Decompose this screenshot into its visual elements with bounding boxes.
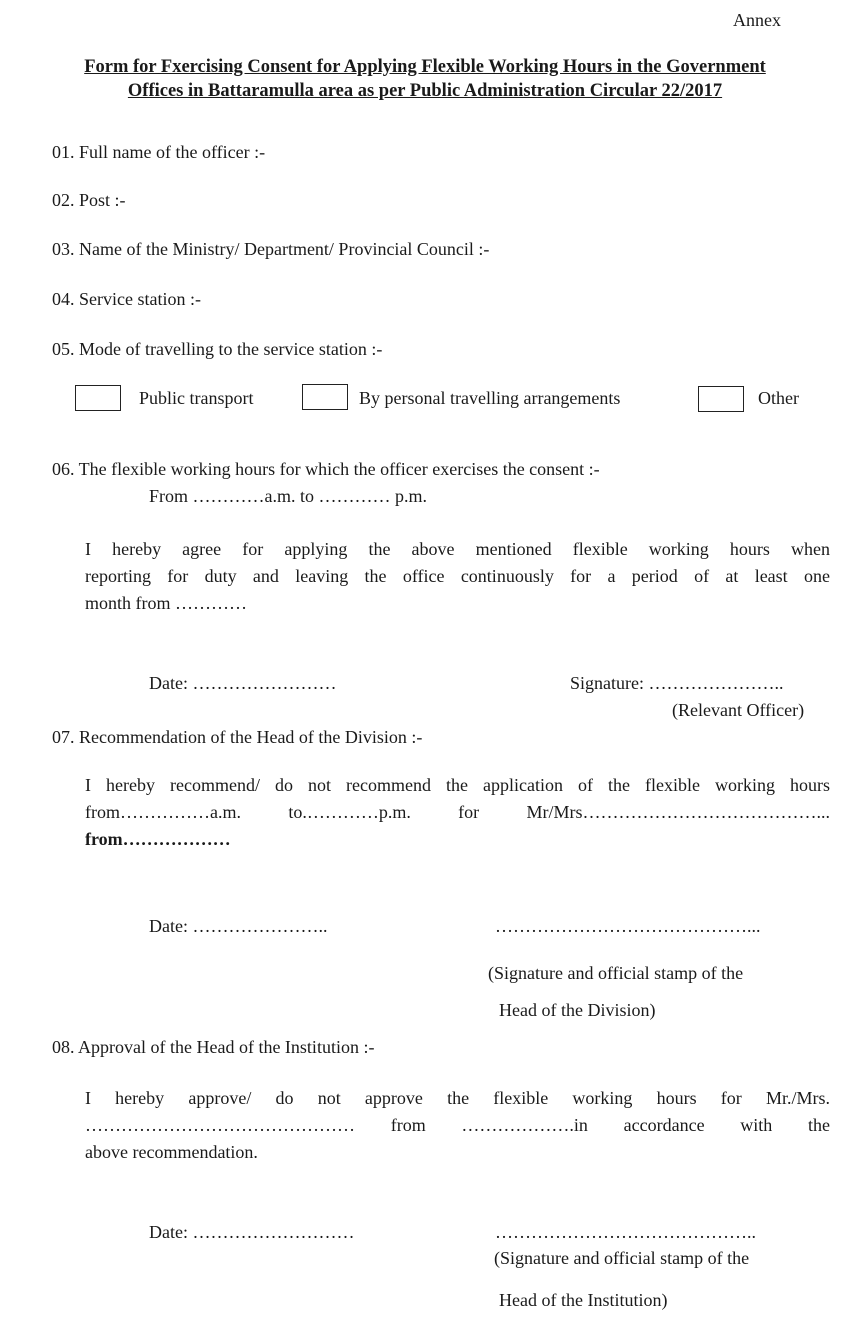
other-label: Other bbox=[758, 388, 799, 408]
approval-paragraph bbox=[85, 1085, 830, 1166]
approval-line-1: I hereby approve/ do not approve the flexible working hours for Mr./Mrs. bbox=[85, 1088, 830, 1108]
field-ministry: 03. Name of the Ministry/ Department/ Provincial Council :- bbox=[52, 239, 490, 259]
approval-line-2: ……………………………………… from ……………….in accordance with the bbox=[85, 1115, 830, 1135]
form-title-line1: Form for Fxercising Consent for Applying Flexible Working Hours in the Government bbox=[84, 57, 766, 77]
field-travel-mode: 05. Mode of travelling to the service station :- bbox=[52, 339, 383, 359]
institution-signature-dots: …………………………………….. bbox=[495, 1222, 756, 1242]
public-transport-checkbox[interactable] bbox=[75, 385, 121, 411]
recommendation-line-1: I hereby recommend/ do not recommend the application of the flexible working hours bbox=[85, 775, 830, 795]
division-signature-label-2: Head of the Division) bbox=[499, 1000, 656, 1020]
officer-signature: Signature: ………………….. bbox=[570, 673, 784, 693]
personal-arrangements-checkbox[interactable] bbox=[302, 384, 348, 410]
institution-date: Date: ……………………… bbox=[149, 1222, 355, 1242]
field-full-name: 01. Full name of the officer :- bbox=[52, 142, 266, 162]
division-signature-label-1: (Signature and official stamp of the bbox=[488, 963, 744, 983]
consent-line-2: reporting for duty and leaving the office continuously for a period of at least one bbox=[85, 566, 830, 586]
section-07-heading: 07. Recommendation of the Head of the Division :- bbox=[52, 727, 423, 747]
consent-paragraph bbox=[85, 536, 830, 617]
officer-signatory-label: (Relevant Officer) bbox=[672, 700, 805, 720]
recommendation-line-3: from……………… bbox=[85, 829, 231, 849]
personal-arrangements-label: By personal travelling arrangements bbox=[359, 388, 621, 408]
officer-date: Date: …………………… bbox=[149, 673, 337, 693]
working-hours-line: From …………a.m. to ………… p.m. bbox=[149, 486, 427, 506]
division-date: Date: ………………….. bbox=[149, 916, 328, 936]
form-title-line2: Offices in Battaramulla area as per Public Administration Circular 22/2017 bbox=[127, 81, 723, 101]
institution-signature-label-2: Head of the Institution) bbox=[499, 1290, 668, 1310]
other-checkbox[interactable] bbox=[698, 386, 744, 412]
division-signature-dots: ……………………………………... bbox=[495, 916, 761, 936]
recommendation-paragraph bbox=[85, 772, 830, 853]
approval-line-3: above recommendation. bbox=[85, 1142, 258, 1162]
section-06-heading: 06. The flexible working hours for which the officer exercises the consent :- bbox=[52, 459, 600, 479]
consent-line-3: month from ………… bbox=[85, 593, 247, 613]
institution-signature-label-1: (Signature and official stamp of the bbox=[494, 1248, 750, 1268]
public-transport-label: Public transport bbox=[139, 388, 254, 408]
annex-label: Annex bbox=[733, 10, 781, 30]
consent-line-1: I hereby agree for applying the above mentioned flexible working hours when bbox=[85, 539, 830, 559]
field-post: 02. Post :- bbox=[52, 190, 126, 210]
field-service-station: 04. Service station :- bbox=[52, 289, 201, 309]
section-08-heading: 08. Approval of the Head of the Institution :- bbox=[52, 1037, 375, 1057]
recommendation-line-2: from……………a.m. to.…………p.m. for Mr/Mrs…………………………………... bbox=[85, 802, 830, 822]
